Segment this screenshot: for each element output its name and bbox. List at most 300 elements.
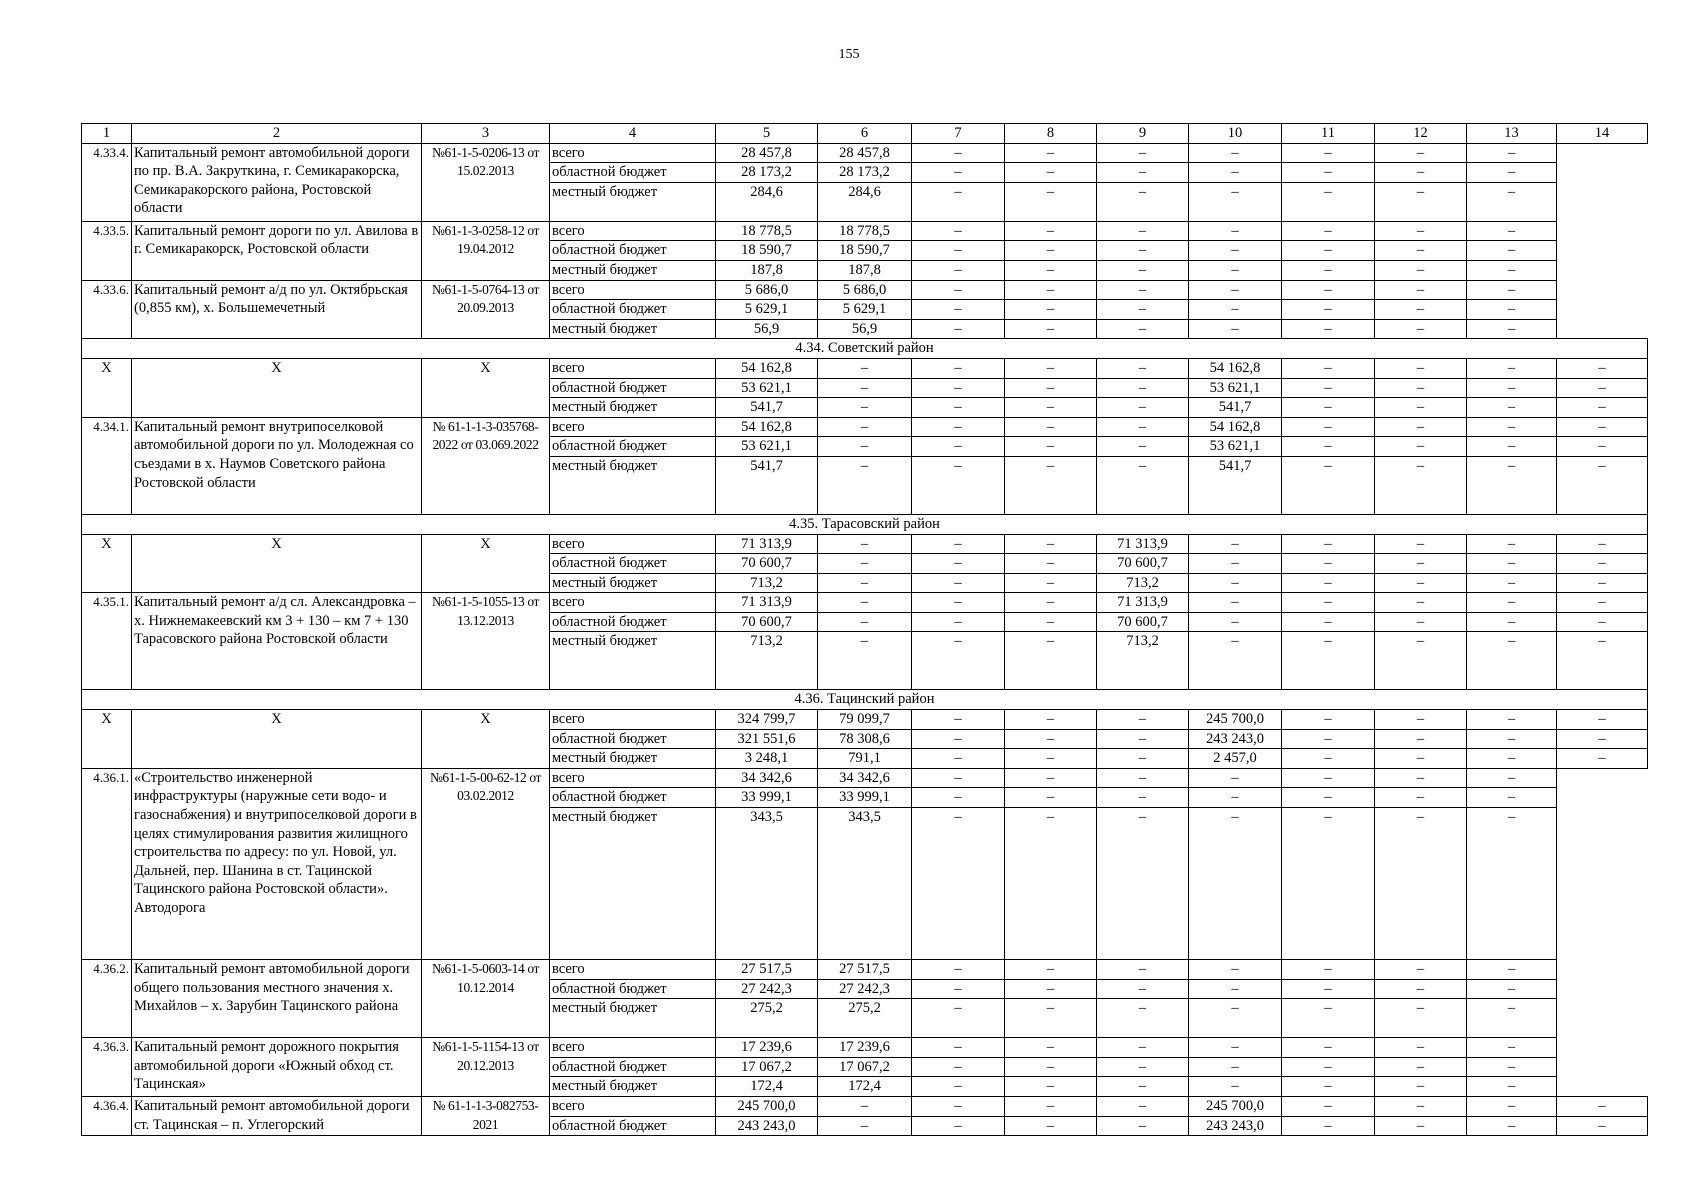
- funding-source: областной бюджет: [550, 378, 716, 398]
- funding-source: местный бюджет: [550, 398, 716, 418]
- amount-cell: 541,7: [1189, 456, 1282, 514]
- column-number: 10: [1189, 124, 1282, 144]
- amount-cell: –: [1097, 221, 1189, 241]
- funding-source: всего: [550, 143, 716, 163]
- amount-cell: –: [1375, 960, 1467, 980]
- amount-cell: –: [1282, 710, 1375, 730]
- amount-cell: 28 457,8: [716, 143, 818, 163]
- amount-cell: –: [1467, 1077, 1557, 1097]
- amount-cell: –: [1282, 749, 1375, 769]
- amount-cell: –: [818, 358, 912, 378]
- registration-number: №61-1-5-0764-13 от 20.09.2013: [422, 280, 550, 339]
- amount-cell: 5 629,1: [716, 300, 818, 320]
- amount-cell: 70 600,7: [1097, 554, 1189, 574]
- amount-cell: –: [1282, 221, 1375, 241]
- funding-source: местный бюджет: [550, 632, 716, 690]
- item-number: Х: [82, 534, 132, 593]
- amount-cell: –: [1005, 417, 1097, 437]
- amount-cell: –: [912, 163, 1005, 183]
- amount-cell: –: [912, 358, 1005, 378]
- amount-cell: –: [818, 1116, 912, 1136]
- amount-cell: –: [1005, 768, 1097, 788]
- amount-cell: –: [912, 534, 1005, 554]
- amount-cell: –: [912, 437, 1005, 457]
- amount-cell: –: [912, 182, 1005, 221]
- amount-cell: –: [1467, 808, 1557, 960]
- amount-cell: 17 239,6: [716, 1038, 818, 1058]
- registration-number: №61-1-5-0206-13 от 15.02.2013: [422, 143, 550, 221]
- amount-cell: 284,6: [716, 182, 818, 221]
- amount-cell: –: [1282, 1077, 1375, 1097]
- amount-cell: –: [912, 999, 1005, 1038]
- amount-cell: –: [1467, 143, 1557, 163]
- table-row: [82, 960, 1648, 980]
- object-name: Капитальный ремонт внутрипоселковой автомобильной дороги по ул. Молодежная со съездами в х. Наумов Советского района Ростовской области: [132, 417, 422, 514]
- amount-cell: –: [818, 534, 912, 554]
- amount-cell: –: [1467, 593, 1557, 613]
- amount-cell: –: [1282, 1057, 1375, 1077]
- amount-cell: –: [912, 768, 1005, 788]
- amount-cell: –: [1557, 534, 1648, 554]
- table-row: [82, 710, 1648, 730]
- amount-cell: –: [1189, 612, 1282, 632]
- object-name: Капитальный ремонт а/д по ул. Октябрьская (0,855 км), х. Большемечетный: [132, 280, 422, 339]
- funding-source: областной бюджет: [550, 788, 716, 808]
- amount-cell: –: [818, 378, 912, 398]
- amount-cell: –: [1467, 999, 1557, 1038]
- column-number: 8: [1005, 124, 1097, 144]
- registration-number: №61-1-5-1154-13 от 20.12.2013: [422, 1038, 550, 1097]
- amount-cell: –: [1097, 1097, 1189, 1117]
- amount-cell: –: [1097, 300, 1189, 320]
- column-number: 7: [912, 124, 1005, 144]
- amount-cell: –: [1375, 437, 1467, 457]
- amount-cell: –: [1375, 1116, 1467, 1136]
- amount-cell: –: [1189, 979, 1282, 999]
- amount-cell: –: [1005, 300, 1097, 320]
- amount-cell: 53 621,1: [716, 378, 818, 398]
- amount-cell: –: [1282, 554, 1375, 574]
- amount-cell: –: [1189, 300, 1282, 320]
- funding-source: областной бюджет: [550, 979, 716, 999]
- amount-cell: –: [1005, 260, 1097, 280]
- registration-number: № 61-1-1-3-035768-2022 от 03.069.2022: [422, 417, 550, 514]
- amount-cell: –: [912, 319, 1005, 339]
- amount-cell: –: [1005, 378, 1097, 398]
- amount-cell: –: [1097, 749, 1189, 769]
- amount-cell: 53 621,1: [716, 437, 818, 457]
- funding-source: всего: [550, 417, 716, 437]
- amount-cell: –: [1005, 358, 1097, 378]
- amount-cell: –: [1005, 1057, 1097, 1077]
- amount-cell: –: [1282, 260, 1375, 280]
- amount-cell: 27 517,5: [818, 960, 912, 980]
- amount-cell: –: [1467, 749, 1557, 769]
- amount-cell: –: [1005, 437, 1097, 457]
- amount-cell: –: [1189, 280, 1282, 300]
- amount-cell: 71 313,9: [1097, 534, 1189, 554]
- amount-cell: 34 342,6: [716, 768, 818, 788]
- amount-cell: –: [1467, 1097, 1557, 1117]
- column-number-row: [82, 124, 1648, 144]
- amount-cell: –: [1097, 163, 1189, 183]
- amount-cell: –: [1097, 358, 1189, 378]
- amount-cell: 54 162,8: [716, 417, 818, 437]
- amount-cell: –: [1005, 182, 1097, 221]
- amount-cell: –: [1097, 437, 1189, 457]
- amount-cell: –: [1005, 319, 1097, 339]
- amount-cell: –: [818, 593, 912, 613]
- amount-cell: 71 313,9: [1097, 593, 1189, 613]
- amount-cell: –: [1097, 710, 1189, 730]
- amount-cell: –: [1189, 1038, 1282, 1058]
- amount-cell: –: [1375, 808, 1467, 960]
- amount-cell: –: [1005, 456, 1097, 514]
- amount-cell: 53 621,1: [1189, 378, 1282, 398]
- column-number: 5: [716, 124, 818, 144]
- amount-cell: –: [1005, 710, 1097, 730]
- amount-cell: –: [818, 554, 912, 574]
- amount-cell: –: [912, 1097, 1005, 1117]
- amount-cell: –: [1467, 768, 1557, 788]
- funding-source: местный бюджет: [550, 319, 716, 339]
- object-name: Х: [132, 534, 422, 593]
- amount-cell: 27 242,3: [716, 979, 818, 999]
- amount-cell: 324 799,7: [716, 710, 818, 730]
- funding-source: областной бюджет: [550, 241, 716, 261]
- amount-cell: –: [1097, 960, 1189, 980]
- section-header-row: [82, 690, 1648, 710]
- object-name: Х: [132, 710, 422, 769]
- funding-source: всего: [550, 768, 716, 788]
- amount-cell: –: [1097, 398, 1189, 418]
- amount-cell: –: [1375, 612, 1467, 632]
- amount-cell: –: [1189, 808, 1282, 960]
- amount-cell: –: [1375, 260, 1467, 280]
- item-number: 4.36.3.: [82, 1038, 132, 1097]
- amount-cell: –: [1189, 999, 1282, 1038]
- amount-cell: –: [1467, 456, 1557, 514]
- column-number: 12: [1375, 124, 1467, 144]
- amount-cell: –: [1097, 788, 1189, 808]
- amount-cell: –: [1467, 221, 1557, 241]
- amount-cell: –: [1097, 1077, 1189, 1097]
- amount-cell: –: [1467, 1116, 1557, 1136]
- funding-source: всего: [550, 710, 716, 730]
- amount-cell: –: [1467, 280, 1557, 300]
- amount-cell: –: [912, 300, 1005, 320]
- amount-cell: –: [1557, 632, 1648, 690]
- item-number: 4.33.5.: [82, 221, 132, 280]
- amount-cell: 275,2: [818, 999, 912, 1038]
- amount-cell: 56,9: [818, 319, 912, 339]
- column-number: 11: [1282, 124, 1375, 144]
- section-title: 4.34. Советский район: [82, 339, 1648, 359]
- amount-cell: 78 308,6: [818, 729, 912, 749]
- amount-cell: 54 162,8: [1189, 417, 1282, 437]
- object-name: «Строительство инженерной инфраструктуры (наружные сети водо- и газоснабжения) и внутрипоселковой дороги в целях стимулирования развития жилищного строительства по адресу: по ул. Новой, ул. Дальней, пер. Шанина в ст. Тацинской Тацинского района Ростовской области». Автодорога: [132, 768, 422, 959]
- registration-number: №61-1-5-00-62-12 от 03.02.2012: [422, 768, 550, 959]
- amount-cell: –: [1189, 768, 1282, 788]
- amount-cell: 713,2: [716, 573, 818, 593]
- funding-source: всего: [550, 1097, 716, 1117]
- amount-cell: –: [1467, 241, 1557, 261]
- registration-number: №61-1-5-1055-13 от 13.12.2013: [422, 593, 550, 690]
- amount-cell: –: [912, 1038, 1005, 1058]
- amount-cell: 28 173,2: [818, 163, 912, 183]
- funding-source: местный бюджет: [550, 260, 716, 280]
- amount-cell: 18 590,7: [818, 241, 912, 261]
- amount-cell: –: [1375, 358, 1467, 378]
- funding-source: областной бюджет: [550, 163, 716, 183]
- funding-source: областной бюджет: [550, 1116, 716, 1136]
- amount-cell: –: [1005, 573, 1097, 593]
- amount-cell: 791,1: [818, 749, 912, 769]
- item-number: 4.33.4.: [82, 143, 132, 221]
- table-body: [82, 124, 1648, 1136]
- amount-cell: –: [818, 573, 912, 593]
- object-name: Капитальный ремонт дорожного покрытия автомобильной дороги «Южный обход ст. Тацинская»: [132, 1038, 422, 1097]
- amount-cell: –: [1005, 808, 1097, 960]
- amount-cell: –: [1097, 729, 1189, 749]
- page-number: 155: [838, 47, 860, 62]
- registration-number: №61-1-3-0258-12 от 19.04.2012: [422, 221, 550, 280]
- amount-cell: –: [1375, 632, 1467, 690]
- amount-cell: –: [1467, 554, 1557, 574]
- amount-cell: –: [1282, 632, 1375, 690]
- column-number: 14: [1557, 124, 1648, 144]
- amount-cell: –: [1375, 398, 1467, 418]
- amount-cell: –: [912, 960, 1005, 980]
- amount-cell: 3 248,1: [716, 749, 818, 769]
- amount-cell: –: [912, 378, 1005, 398]
- amount-cell: –: [1375, 554, 1467, 574]
- amount-cell: –: [1005, 632, 1097, 690]
- amount-cell: –: [1282, 182, 1375, 221]
- amount-cell: –: [1557, 554, 1648, 574]
- amount-cell: –: [818, 632, 912, 690]
- amount-cell: –: [1375, 593, 1467, 613]
- amount-cell: –: [1467, 960, 1557, 980]
- amount-cell: –: [1467, 979, 1557, 999]
- amount-cell: –: [818, 612, 912, 632]
- amount-cell: 28 457,8: [818, 143, 912, 163]
- item-number: Х: [82, 710, 132, 769]
- amount-cell: –: [1282, 417, 1375, 437]
- amount-cell: 243 243,0: [716, 1116, 818, 1136]
- amount-cell: 172,4: [818, 1077, 912, 1097]
- amount-cell: –: [1467, 573, 1557, 593]
- amount-cell: –: [1467, 300, 1557, 320]
- amount-cell: –: [1097, 1057, 1189, 1077]
- amount-cell: 5 686,0: [818, 280, 912, 300]
- funding-source: всего: [550, 280, 716, 300]
- column-number: 9: [1097, 124, 1189, 144]
- amount-cell: –: [1467, 632, 1557, 690]
- amount-cell: –: [1282, 143, 1375, 163]
- amount-cell: –: [1097, 979, 1189, 999]
- amount-cell: –: [1097, 1116, 1189, 1136]
- amount-cell: 70 600,7: [716, 554, 818, 574]
- amount-cell: –: [1005, 593, 1097, 613]
- amount-cell: 17 067,2: [818, 1057, 912, 1077]
- amount-cell: –: [1467, 612, 1557, 632]
- item-number: 4.36.1.: [82, 768, 132, 959]
- amount-cell: –: [1375, 1077, 1467, 1097]
- object-name: Капитальный ремонт дороги по ул. Авилова в г. Семикаракорск, Ростовской области: [132, 221, 422, 280]
- funding-source: местный бюджет: [550, 749, 716, 769]
- amount-cell: –: [1189, 319, 1282, 339]
- amount-cell: –: [1375, 143, 1467, 163]
- amount-cell: –: [1282, 358, 1375, 378]
- funding-source: местный бюджет: [550, 573, 716, 593]
- amount-cell: –: [818, 417, 912, 437]
- amount-cell: –: [1189, 593, 1282, 613]
- amount-cell: –: [1557, 378, 1648, 398]
- amount-cell: –: [1467, 788, 1557, 808]
- amount-cell: –: [1097, 182, 1189, 221]
- table-row: [82, 768, 1648, 788]
- amount-cell: –: [1282, 573, 1375, 593]
- amount-cell: –: [1005, 612, 1097, 632]
- amount-cell: –: [1189, 163, 1282, 183]
- amount-cell: –: [1557, 456, 1648, 514]
- amount-cell: –: [1189, 788, 1282, 808]
- funding-source: областной бюджет: [550, 300, 716, 320]
- object-name: Капитальный ремонт автомобильной дороги ст. Тацинская – п. Углегорский: [132, 1097, 422, 1136]
- amount-cell: –: [912, 398, 1005, 418]
- amount-cell: –: [912, 729, 1005, 749]
- amount-cell: –: [1005, 554, 1097, 574]
- amount-cell: 541,7: [716, 398, 818, 418]
- amount-cell: –: [1282, 300, 1375, 320]
- amount-cell: –: [1282, 808, 1375, 960]
- amount-cell: –: [1189, 182, 1282, 221]
- amount-cell: –: [1189, 632, 1282, 690]
- amount-cell: –: [1005, 163, 1097, 183]
- amount-cell: –: [912, 221, 1005, 241]
- amount-cell: –: [1467, 398, 1557, 418]
- amount-cell: –: [1467, 417, 1557, 437]
- funding-source: местный бюджет: [550, 456, 716, 514]
- amount-cell: –: [1375, 979, 1467, 999]
- amount-cell: 54 162,8: [1189, 358, 1282, 378]
- item-number: 4.33.6.: [82, 280, 132, 339]
- amount-cell: –: [912, 260, 1005, 280]
- amount-cell: –: [1189, 1057, 1282, 1077]
- amount-cell: –: [1282, 612, 1375, 632]
- amount-cell: 343,5: [716, 808, 818, 960]
- table-row: [82, 1097, 1648, 1117]
- amount-cell: –: [912, 749, 1005, 769]
- amount-cell: 18 778,5: [716, 221, 818, 241]
- amount-cell: –: [912, 612, 1005, 632]
- amount-cell: –: [1467, 378, 1557, 398]
- amount-cell: –: [1557, 398, 1648, 418]
- amount-cell: –: [1282, 960, 1375, 980]
- funding-source: всего: [550, 593, 716, 613]
- amount-cell: –: [1282, 979, 1375, 999]
- section-title: 4.35. Тарасовский район: [82, 514, 1648, 534]
- table-row: [82, 417, 1648, 437]
- amount-cell: –: [1375, 417, 1467, 437]
- amount-cell: –: [1189, 1077, 1282, 1097]
- amount-cell: –: [1282, 280, 1375, 300]
- amount-cell: 245 700,0: [716, 1097, 818, 1117]
- item-number: 4.34.1.: [82, 417, 132, 514]
- amount-cell: 71 313,9: [716, 534, 818, 554]
- amount-cell: –: [1557, 593, 1648, 613]
- table-row: [82, 280, 1648, 300]
- amount-cell: –: [1189, 260, 1282, 280]
- amount-cell: –: [1467, 729, 1557, 749]
- amount-cell: –: [1282, 319, 1375, 339]
- amount-cell: 245 700,0: [1189, 1097, 1282, 1117]
- amount-cell: –: [1375, 768, 1467, 788]
- amount-cell: 713,2: [1097, 573, 1189, 593]
- amount-cell: –: [1282, 241, 1375, 261]
- amount-cell: –: [1375, 534, 1467, 554]
- amount-cell: –: [1375, 1097, 1467, 1117]
- amount-cell: 28 173,2: [716, 163, 818, 183]
- amount-cell: 187,8: [716, 260, 818, 280]
- amount-cell: 17 239,6: [818, 1038, 912, 1058]
- amount-cell: 5 686,0: [716, 280, 818, 300]
- funding-source: всего: [550, 221, 716, 241]
- registration-number: Х: [422, 358, 550, 417]
- funding-source: областной бюджет: [550, 1057, 716, 1077]
- amount-cell: 33 999,1: [716, 788, 818, 808]
- amount-cell: –: [1282, 456, 1375, 514]
- amount-cell: –: [1375, 788, 1467, 808]
- amount-cell: –: [1097, 280, 1189, 300]
- table-row: [82, 593, 1648, 613]
- amount-cell: –: [1005, 749, 1097, 769]
- table-row: [82, 143, 1648, 163]
- amount-cell: –: [1375, 241, 1467, 261]
- amount-cell: –: [912, 554, 1005, 574]
- amount-cell: –: [1005, 280, 1097, 300]
- amount-cell: –: [912, 632, 1005, 690]
- amount-cell: –: [1097, 378, 1189, 398]
- funding-source: всего: [550, 534, 716, 554]
- funding-source: областной бюджет: [550, 729, 716, 749]
- funding-source: областной бюджет: [550, 554, 716, 574]
- item-number: 4.35.1.: [82, 593, 132, 690]
- column-number: 3: [422, 124, 550, 144]
- amount-cell: –: [1097, 456, 1189, 514]
- table-row: [82, 358, 1648, 378]
- amount-cell: 2 457,0: [1189, 749, 1282, 769]
- amount-cell: –: [1005, 999, 1097, 1038]
- amount-cell: –: [1097, 417, 1189, 437]
- column-number: 6: [818, 124, 912, 144]
- amount-cell: –: [912, 280, 1005, 300]
- amount-cell: –: [1375, 710, 1467, 730]
- amount-cell: –: [1467, 182, 1557, 221]
- amount-cell: 172,4: [716, 1077, 818, 1097]
- amount-cell: –: [1189, 241, 1282, 261]
- amount-cell: –: [912, 808, 1005, 960]
- amount-cell: –: [1097, 1038, 1189, 1058]
- item-number: 4.36.2.: [82, 960, 132, 1038]
- amount-cell: –: [1005, 398, 1097, 418]
- amount-cell: –: [1557, 729, 1648, 749]
- amount-cell: 27 517,5: [716, 960, 818, 980]
- amount-cell: –: [912, 456, 1005, 514]
- amount-cell: –: [1282, 1038, 1375, 1058]
- amount-cell: –: [1005, 960, 1097, 980]
